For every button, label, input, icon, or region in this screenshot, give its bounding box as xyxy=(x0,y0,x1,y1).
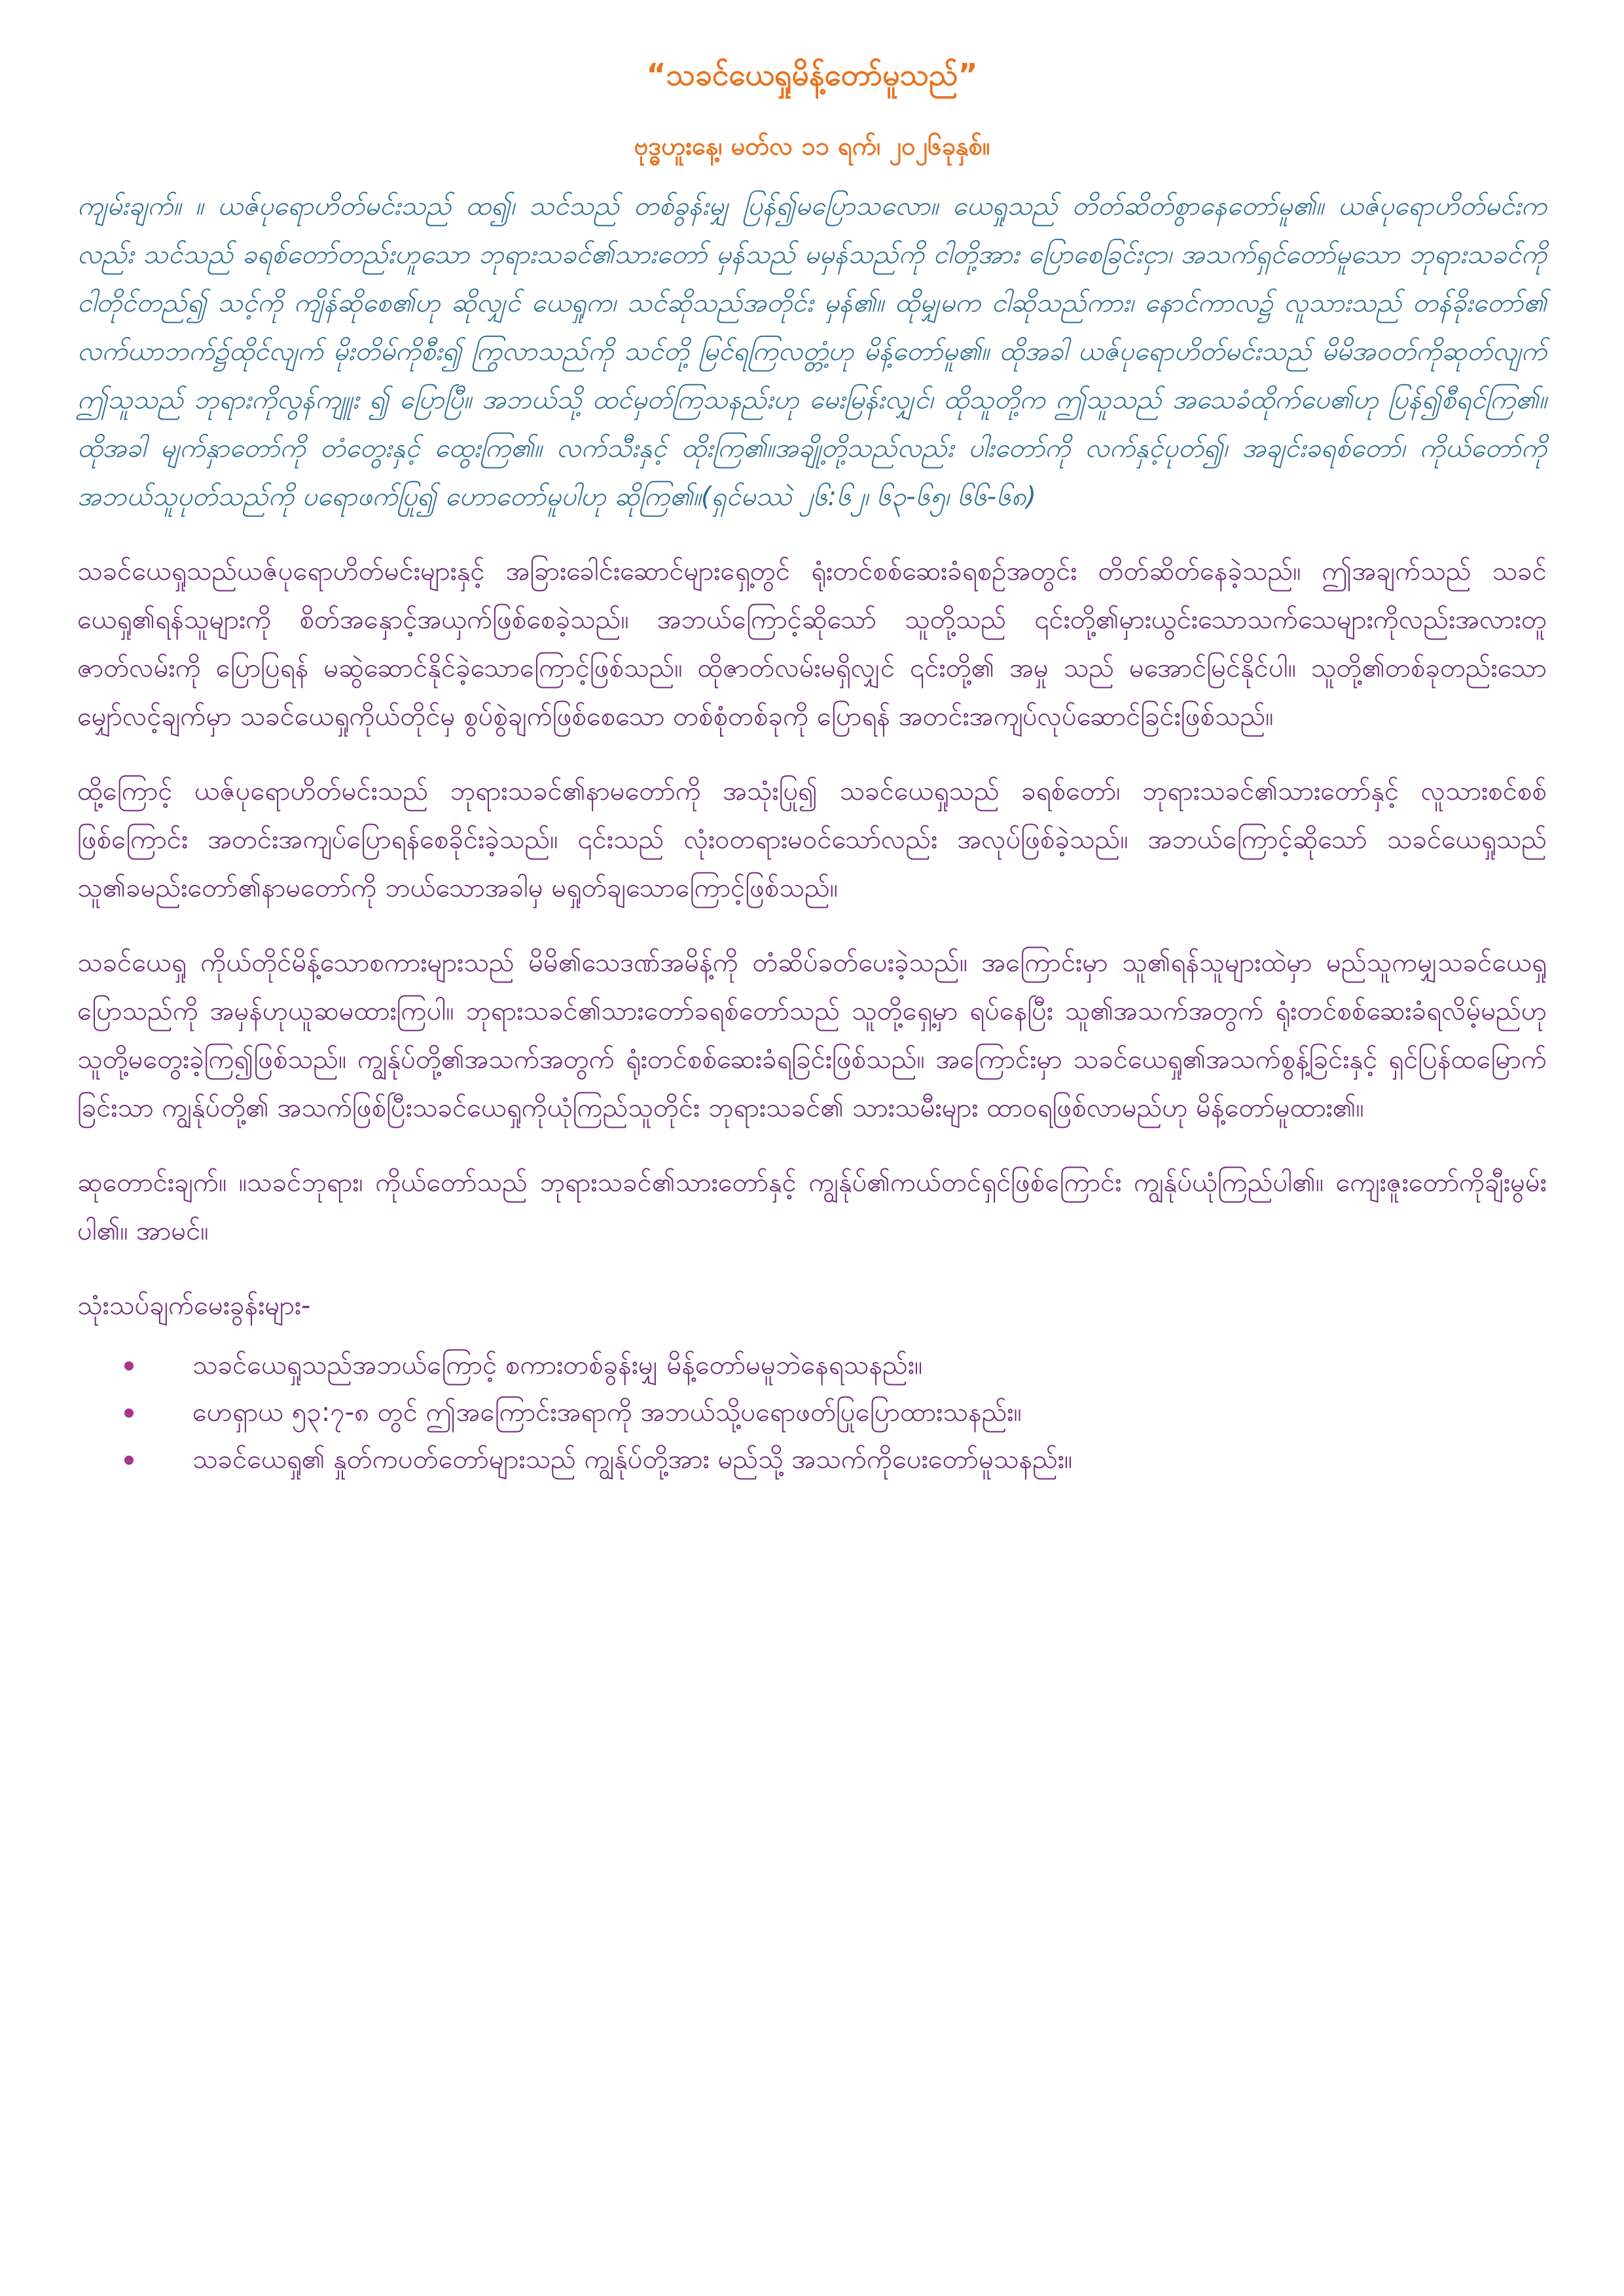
body-paragraph-2: ထို့ကြောင့် ယဇ်ပုရောဟိတ်မင်းသည် ဘုရားသခင်၏နာမတော်ကို အသုံးပြု၍ သခင်ယေရှုသည် ခရစ်တော်၊ ဘုရားသခင်၏သားတော်နှင့် လူသားစင်စစ်ဖြစ်ကြောင်း အတင်းအကျပ်ပြောရန်စေခိုင်းခဲ့သည်။ ၎င်းသည် လုံးဝတရားမဝင်သော်လည်း အလုပ်ဖြစ်ခဲ့သည်။ အဘယ်ကြောင့်ဆိုသော် သခင်ယေရှုသည် သူ၏ခမည်းတော်၏နာမတော်ကို ဘယ်သောအခါမှ မရှုတ်ချသောကြောင့်ဖြစ်သည်။ xyxy=(77,776,1547,903)
questions-list xyxy=(77,1342,1547,1483)
question-text: သခင်ယေရှုသည်အဘယ်ကြောင့် စကားတစ်ခွန်းမျှ မိန့်တော်မမူဘဲနေရသနည်း။ xyxy=(192,1350,923,1380)
body-paragraph-1: သခင်ယေရှုသည်ယဇ်ပုရောဟိတ်မင်းများနှင့် အခြားခေါင်းဆောင်များရှေ့တွင် ရုံးတင်စစ်ဆေးခံရစဉ်အတွင်း တိတ်ဆိတ်နေခဲ့သည်။ ဤအချက်သည် သခင်ယေရှု၏ရန်သူများကို စိတ်အနှောင့်အယှက်ဖြစ်စေခဲ့သည်။ အဘယ်ကြောင့်ဆိုသော် သူတို့သည် ၎င်းတို့၏မှားယွင်းသောသက်သေများကိုလည်းအလားတူဇာတ်လမ်းကို ပြောပြရန် မဆွဲဆောင်နိုင်ခဲ့သောကြောင့်ဖြစ်သည်။ ထိုဇာတ်လမ်းမရှိလျှင် ၎င်းတို့၏ အမှု သည် မအောင်မြင်နိုင်ပါ။ သူတို့၏တစ်ခုတည်းသောမျှော်လင့်ချက်မှာ သခင်ယေရှုကိုယ်တိုင်မှ စွပ်စွဲချက်ဖြစ်စေသော တစ်စုံတစ်ခုကို ပြောရန် အတင်းအကျပ်လုပ်ဆောင်ခြင်းဖြစ်သည်။ xyxy=(77,556,1547,732)
bullet-icon xyxy=(124,1456,134,1465)
list-item xyxy=(124,1342,1547,1389)
question-text: ဟေရှာယ ၅၃:၇-၈ တွင် ဤအကြောင်းအရာကို အဘယ်သို့ပရောဖတ်ပြုပြောထားသနည်း။ xyxy=(192,1397,1022,1427)
date-line: ဗုဒ္ဓဟူးနေ့၊ မတ်လ ၁၁ ရက်၊ ၂၀၂၆ခုနှစ်။ xyxy=(634,132,990,160)
questions-heading: သုံးသပ်ချက်မေးခွန်းများ- xyxy=(77,1291,311,1321)
list-item xyxy=(124,1436,1547,1483)
page-title: “သခင်ယေရှုမိန့်တော်မူသည်” xyxy=(646,57,978,92)
scripture-passage: ကျမ်းချက်။ ။ ယဇ်ပုရောဟိတ်မင်းသည် ထ၍၊ သင်သည် တစ်ခွန်းမျှ ပြန်၍မပြောသလော။ ယေရှုသည် တိတ်ဆိတ်စွာနေတော်မူ၏။ ယဇ်ပုရောဟိတ်မင်းကလည်း သင်သည် ခရစ်တော်တည်းဟူသော ဘုရားသခင်၏သားတော် မှန်သည် မမှန်သည်ကို ငါတို့အား ပြောစေခြင်းငှာ၊ အသက်ရှင်တော်မူသော ဘုရားသခင်ကို ငါတိုင်တည်၍ သင့်ကို ကျိန်ဆိုစေ၏ဟု ဆိုလျှင် ယေရှုက၊ သင်ဆိုသည်အတိုင်း မှန်၏။ ထိုမျှမက ငါဆိုသည်ကား၊ နောင်ကာလ၌ လူသားသည် တန်ခိုးတော်၏ လက်ယာဘက်၌ထိုင်လျက် မိုးတိမ်ကိုစီး၍ ကြွလာသည်ကို သင်တို့ မြင်ရကြလတ္တံ့ဟု မိန့်တော်မူ၏။ ထိုအခါ ယဇ်ပုရောဟိတ်မင်းသည် မိမိအဝတ်ကိုဆုတ်လျက် ဤသူသည် ဘုရားကိုလွန်ကျူး ၍ ပြောပြီ။ အဘယ်သို့ ထင်မှတ်ကြသနည်းဟု မေးမြန်းလျှင်၊ ထိုသူတို့က ဤသူသည် အသေခံထိုက်ပေ၏ဟု ပြန်၍စီရင်ကြ၏။ ထိုအခါ မျက်နှာတော်ကို တံတွေးနှင့် ထွေးကြ၏။ လက်သီးနှင့် ထိုးကြ၏။အချို့တို့သည်လည်း ပါးတော်ကို လက်နှင့်ပုတ်၍၊ အချင်းခရစ်တော်၊ ကိုယ်တော်ကို အဘယ်သူပုတ်သည်ကို ပရောဖက်ပြု၍ ဟောတော်မူပါဟု ဆိုကြ၏။(ရှင်မဿဲ ၂၆:၆၂၊ ၆၃-၆၅၊ ၆၆-၆၈) xyxy=(77,191,1547,512)
bullet-icon xyxy=(124,1361,134,1371)
list-item xyxy=(124,1389,1547,1436)
body-paragraph-3: သခင်ယေရှု ကိုယ်တိုင်မိန့်သောစကားများသည် မိမိ၏သေဒဏ်အမိန့်ကို တံဆိပ်ခတ်ပေးခဲ့သည်။ အကြောင်းမှာ သူ၏ရန်သူများထဲမှာ မည်သူကမျှသခင်ယေရှုပြောသည်ကို အမှန်ဟုယူဆမထားကြပါ။ ဘုရားသခင်၏သားတော်ခရစ်တော်သည် သူတို့ရှေ့မှာ ရပ်နေပြီး သူ၏အသက်အတွက် ရုံးတင်စစ်ဆေးခံရလိမ့်မည်ဟုသူတို့မတွေးခဲ့ကြ၍ဖြစ်သည်။ ကျွန်ုပ်တို့၏အသက်အတွက် ရုံးတင်စစ်ဆေးခံရခြင်းဖြစ်သည်။ အကြောင်းမှာ သခင်ယေရှု၏အသက်စွန့်ခြင်းနှင့် ရှင်ပြန်ထမြောက်ခြင်းသာ ကျွန်ုပ်တို့၏ အသက်ဖြစ်ပြီးသခင်ယေရှုကိုယုံကြည်သူတိုင်း ဘုရားသခင်၏ သားသမီးများ ထာဝရဖြစ်လာမည်ဟု မိန့်တော်မူထား၏။ xyxy=(77,948,1547,1123)
bullet-icon xyxy=(124,1408,134,1418)
prayer-paragraph: ဆုတောင်းချက်။ ။သခင်ဘုရား၊ ကိုယ်တော်သည် ဘုရားသခင်၏သားတော်နှင့် ကျွန်ုပ်၏ကယ်တင်ရှင်ဖြစ်ကြောင်း ကျွန်ုပ်ယုံကြည်ပါ၏။ ကျေးဇူးတော်ကိုချီးမွမ်းပါ၏။ အာမင်။ xyxy=(77,1168,1547,1246)
question-text: သခင်ယေရှု၏ နှုတ်ကပတ်တော်များသည် ကျွန်ုပ်တို့အား မည်သို့ အသက်ကိုပေးတော်မူသနည်း။ xyxy=(192,1444,1073,1475)
